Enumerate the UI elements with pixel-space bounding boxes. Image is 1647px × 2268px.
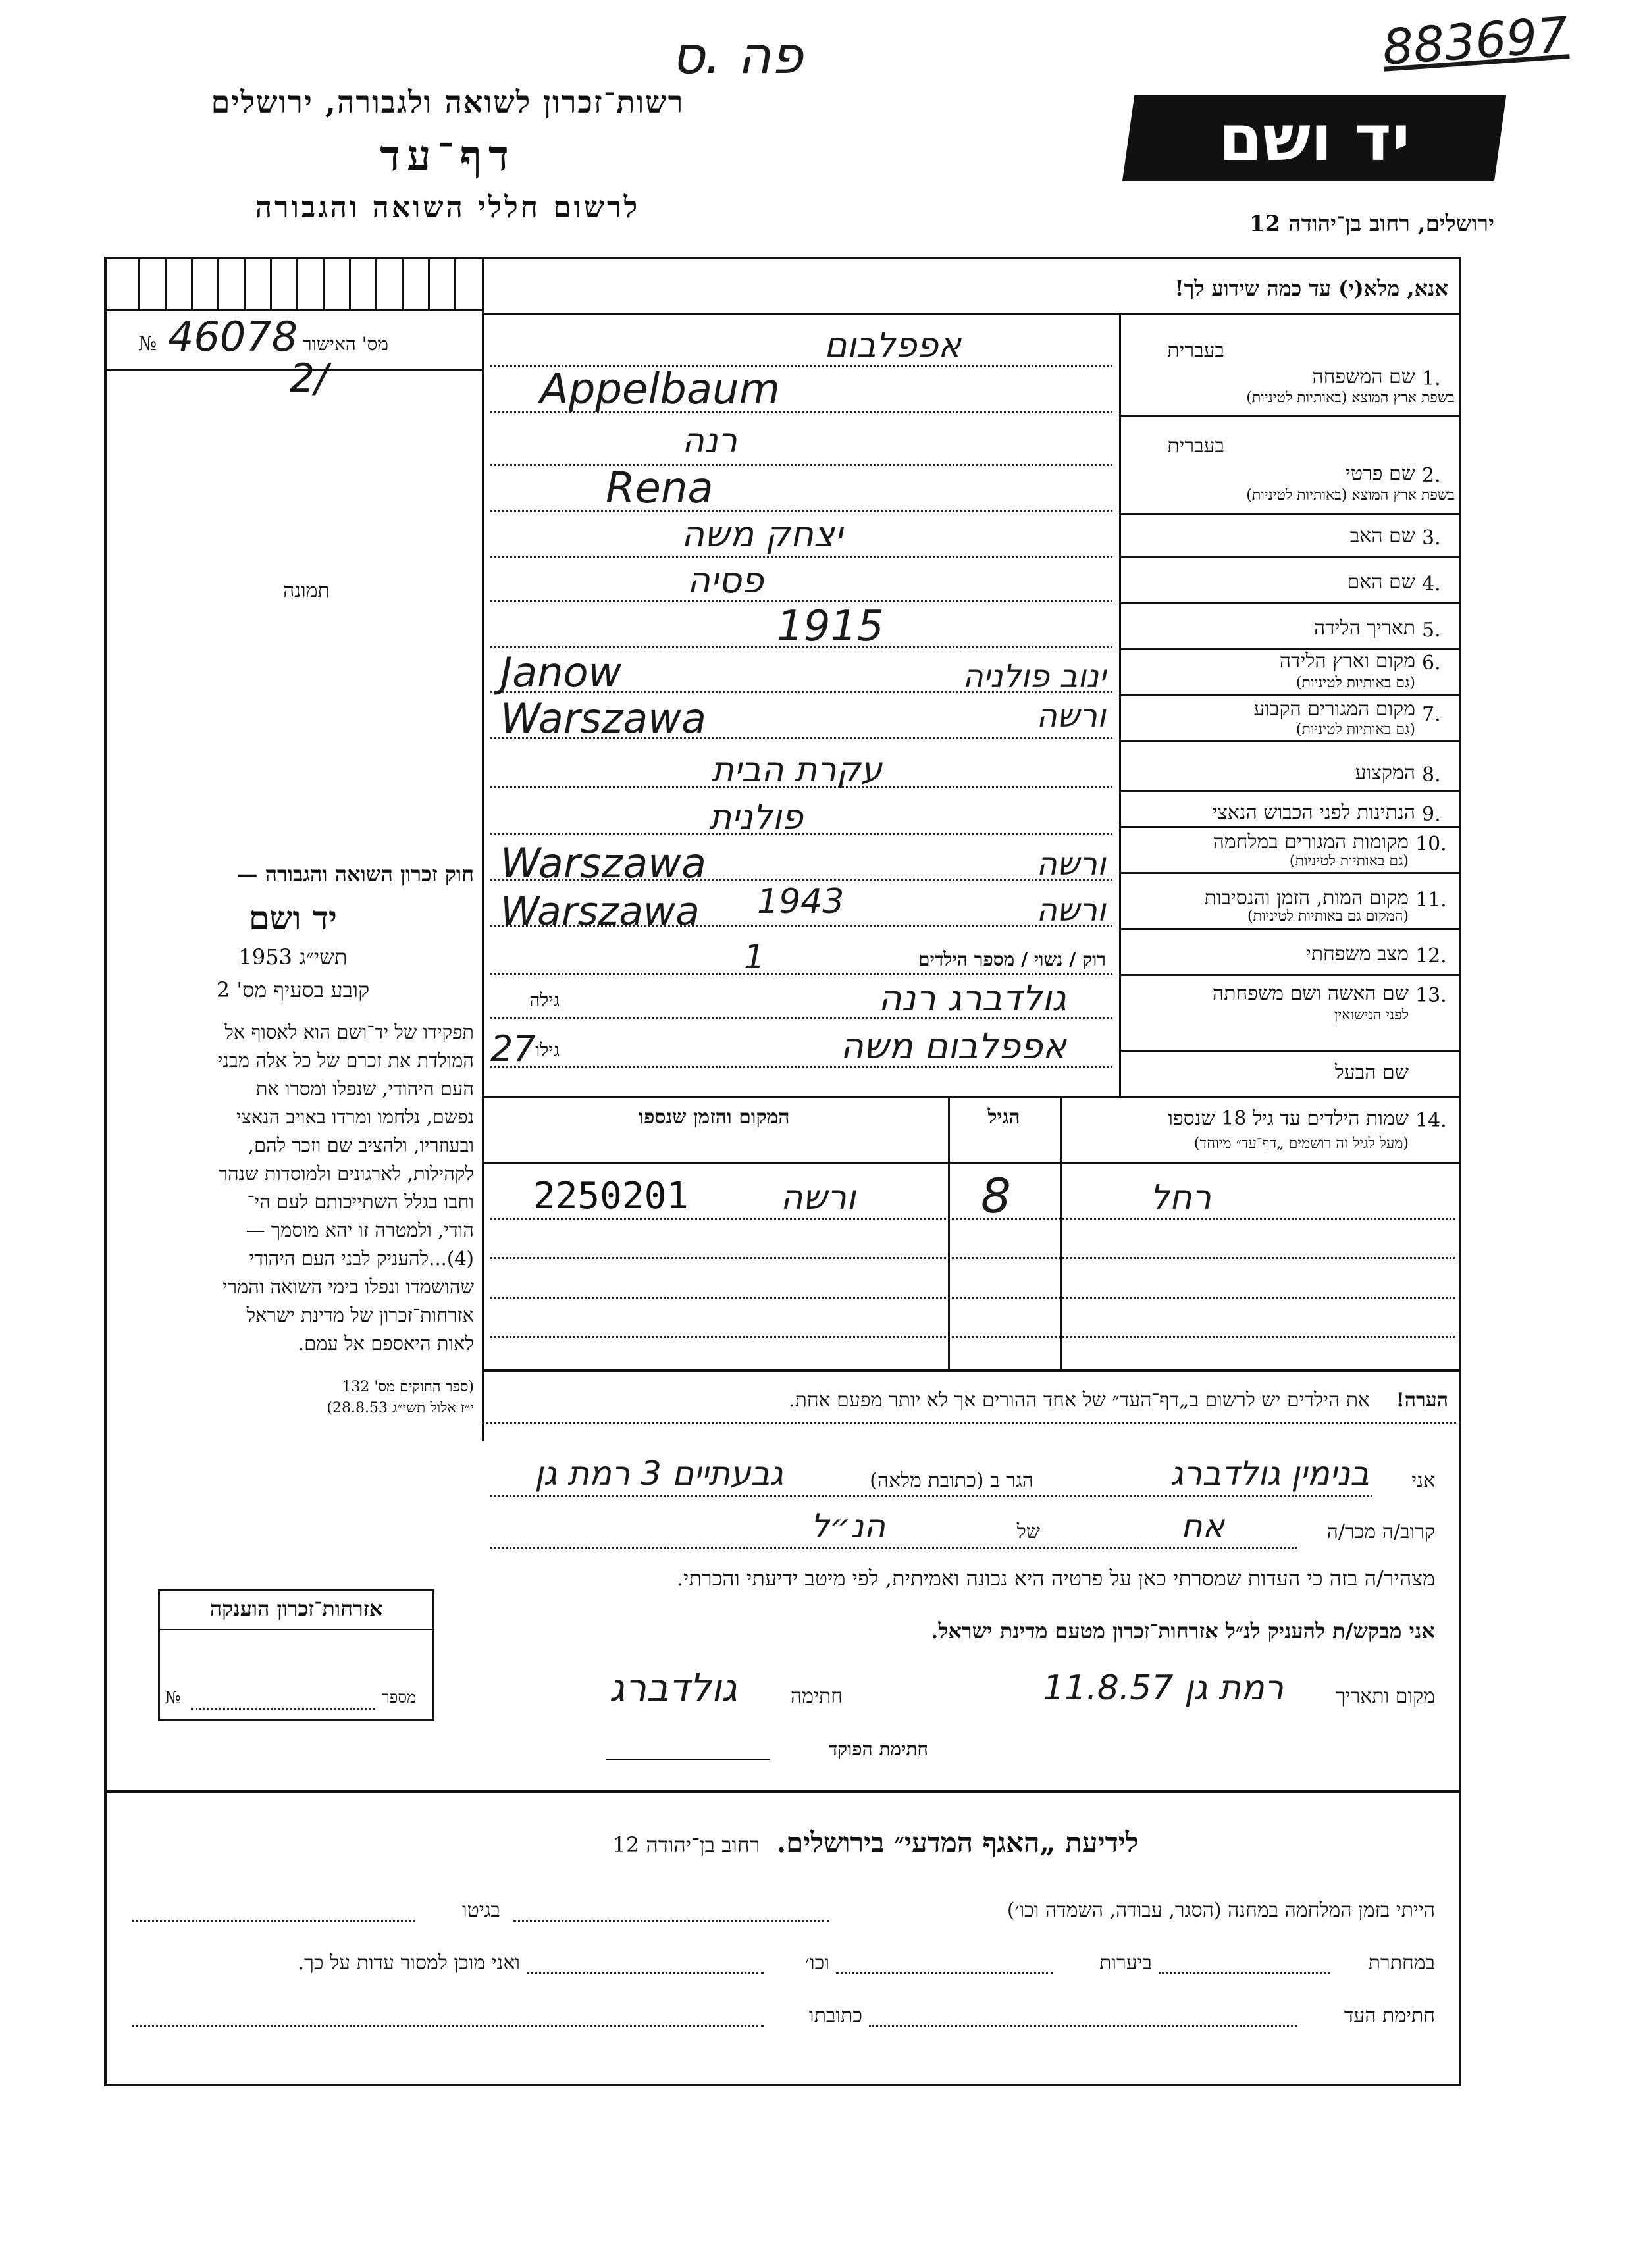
law-name: יד ושם — [249, 898, 337, 937]
etc-label: וכו׳ — [805, 1951, 829, 1974]
death-place-latin-value: Warszawa — [500, 889, 700, 935]
field-6-latin-note: (גם באותיות לטיניות) — [1295, 675, 1415, 691]
relative-value: אח — [1180, 1507, 1224, 1545]
declarant-name-value: בנימין גולדברג — [1170, 1455, 1369, 1493]
law-reference-date: י״ז אלול תשי״ג 28.8.53) — [327, 1400, 474, 1416]
maiden-name-value: גולדברג רנה — [878, 977, 1066, 1019]
row-rule — [1119, 790, 1461, 792]
wartime-residence-value: ורשה — [1036, 846, 1106, 883]
field-5-number: 5. — [1422, 619, 1441, 642]
handwritten-file-mark: פה .ס — [671, 26, 803, 86]
law-reference: (ספר החוקים מס' 132 — [342, 1379, 474, 1395]
child-name-value: רחל — [1150, 1178, 1211, 1218]
header-address: ירושלים, רחוב בן־יהודה 12 — [1249, 211, 1494, 237]
field-12-label: מצב משפחתי — [1305, 942, 1409, 966]
forests-label: ביערות — [1099, 1951, 1152, 1974]
field-7-latin-note: (גם באותיות לטיניות) — [1295, 721, 1415, 738]
row-rule — [1119, 928, 1461, 930]
sidebar-tick-base — [105, 309, 482, 311]
witness-address-label: כתובתו — [808, 2004, 862, 2027]
child-age-value: 8 — [981, 1168, 1011, 1224]
field-3-number: 3. — [1422, 527, 1441, 550]
place-date-label: מקום ותאריך — [1335, 1685, 1435, 1708]
children-header-rule — [482, 1162, 1461, 1164]
law-text-line: אזרחות־זכרון של מדינת ישראל — [246, 1304, 474, 1326]
husband-age-label: גילו — [535, 1039, 560, 1061]
death-year-value: 1943 — [757, 882, 845, 921]
citizenship-title: אזרחות־זכרון הוענקה — [209, 1596, 383, 1621]
child-place-value: ורשה — [780, 1178, 856, 1218]
declarant-address-value: גבעתיים 3 רמת גן — [535, 1455, 783, 1493]
birthplace-value: ינוב פולניה — [962, 658, 1106, 695]
mother-name-value: פסיה — [687, 559, 764, 601]
field-8-label: המקצוע — [1355, 761, 1415, 785]
bottom-section-rule — [105, 1790, 1461, 1793]
husband-name-value: אפפלבום משה — [840, 1025, 1066, 1067]
approval-suffix: 2/ — [290, 355, 328, 401]
note — [487, 1389, 1448, 1412]
citizenship-number-label: מספר — [382, 1688, 417, 1707]
row-rule — [1119, 694, 1461, 696]
field-11-number: 11. — [1415, 889, 1447, 912]
officer-signature-label: חתימת הפוקד — [828, 1738, 928, 1760]
row-rule — [1119, 872, 1461, 874]
profession-value: עקרת הבית — [711, 750, 882, 790]
field-7-label: מקום המגורים הקבוע — [1253, 698, 1415, 721]
row-rule — [1119, 740, 1461, 742]
place-date-value: רמת גן 11.8.57 — [1043, 1668, 1284, 1708]
law-text-line: המולדת את זכרם של כל אלה מבני — [217, 1049, 474, 1071]
bottom-title-text: לידיעת „האגף המדעי״ בירושלים. — [776, 1826, 1139, 1859]
authority-line: רשות־זכרון לשואה ולגבורה, ירושלים — [211, 84, 685, 120]
ghetto-label: בגיטו — [461, 1899, 500, 1922]
law-text-line: הודי, ולמטרה זו יהא מוסמך — — [246, 1219, 474, 1241]
relative-line — [490, 1547, 1297, 1549]
of-value: הנ״ל — [810, 1507, 885, 1545]
value-line — [490, 464, 1112, 466]
row-rule — [1119, 826, 1461, 828]
nationality-value: פולנית — [709, 798, 803, 837]
camp-line-label: הייתי בזמן המלחמה במחנה (הסגר, עבודה, השמדה וכו׳) — [1006, 1899, 1435, 1922]
law-clause: קובע בסעיף מס' 2 — [216, 977, 370, 1002]
field-13-label: שם האשה ושם משפחתה — [1212, 982, 1409, 1005]
underground-line-fill — [1159, 1972, 1330, 1974]
note-text: את הילדים יש לרשום ב„דף־העד״ של אחד ההורים אך לא יותר מפעם אחת. — [789, 1389, 1371, 1412]
children-row-line — [490, 1336, 1455, 1338]
value-line — [490, 556, 1112, 558]
note-label: הערה! — [1396, 1389, 1448, 1412]
child-code-value: 2250201 — [533, 1175, 689, 1218]
death-place-value: ורשה — [1036, 892, 1106, 929]
birthdate-value: 1915 — [777, 602, 884, 651]
handwritten-record-id: 883697 — [1380, 7, 1571, 76]
children-col-place: המקום והזמן שנספו — [639, 1106, 790, 1129]
firstname-latin-value: Rena — [606, 464, 714, 513]
declarant-prefix: אני — [1411, 1469, 1435, 1492]
law-text-line: העם היהודי, שנפלו ומסרו את — [255, 1077, 474, 1100]
ghetto-line-fill — [132, 1920, 415, 1922]
law-text-line: תפקידו של יד־ושם הוא לאסוף אל — [224, 1021, 474, 1043]
testimony-offer-label: ואני מוכן למסור עדות על כך. — [298, 1951, 520, 1974]
row-rule — [1119, 1050, 1461, 1052]
law-text-line: לאות היאספם אל עמם. — [298, 1332, 474, 1354]
children-row-line — [490, 1218, 1455, 1220]
field-11-label: מקום המות, הזמן והנסיבות — [1204, 887, 1409, 910]
value-line — [490, 973, 1112, 975]
field-6-number: 6. — [1422, 652, 1441, 675]
row-rule — [1119, 602, 1461, 604]
officer-signature-line — [606, 1759, 770, 1760]
witness-signature-label: חתימת העד — [1344, 2004, 1435, 2027]
form-title: דף־עד — [380, 132, 515, 181]
field-2-latin-note: בשפת ארץ המוצא (באותיות לטיניות) — [1246, 487, 1455, 503]
field-4-label: שם האם — [1347, 571, 1415, 594]
witness-address-line — [132, 2025, 764, 2027]
field-2-in-hebrew: בעברית — [1167, 434, 1224, 457]
residence-value: ורשה — [1036, 698, 1106, 735]
field-2-label: שם פרטי — [1346, 462, 1415, 485]
approval-label: מס' האישור — [302, 333, 388, 355]
field-8-number: 8. — [1422, 763, 1441, 786]
children-col-age: הגיל — [987, 1106, 1020, 1129]
row-rule — [1119, 974, 1461, 976]
form-subtitle: לרשום חללי השואה והגבורה — [255, 191, 640, 224]
label-column-divider — [1119, 313, 1121, 1096]
law-text-line: וחבו בגלל השתייכותם לעם הי־ — [247, 1191, 474, 1213]
row-rule — [1119, 415, 1461, 417]
witness-signature-line — [869, 2025, 1297, 2027]
citizenship-title-rule — [158, 1629, 434, 1630]
field-13-number: 13. — [1415, 984, 1447, 1007]
field-5-label: תאריך הלידה — [1313, 617, 1415, 640]
children-table-top — [482, 1096, 1461, 1098]
instruction-text: אנא, מלא(י) עד כמה שידוע לך! — [1174, 276, 1448, 301]
husband-label: שם הבעל — [1334, 1061, 1409, 1084]
law-title: חוק זכרון השואה והגבורה — — [236, 862, 474, 887]
children-count-value: 1 — [744, 938, 765, 976]
field-6-label: מקום וארץ הלידה — [1279, 650, 1415, 673]
declaration-text: מצהיר/ה בזה כי העדות שמסרתי כאן על פרטיה היא נכונה ואמיתית, לפי מיטב ידיעתי והכרתי. — [676, 1566, 1435, 1591]
law-text-line: נפשם, נלחמו ומרדו באויב הנאצי — [236, 1106, 474, 1128]
instruction-rule — [482, 313, 1461, 315]
wartime-residence-latin-value: Warszawa — [500, 839, 706, 887]
field-4-number: 4. — [1422, 573, 1441, 596]
field-7-number: 7. — [1422, 703, 1441, 726]
children-col-divider-1 — [1060, 1096, 1062, 1369]
firstname-hebrew-value: רנה — [681, 421, 737, 461]
signature-label: חתימה — [791, 1685, 843, 1708]
field-2-number: 2. — [1422, 464, 1441, 487]
citizenship-number-line — [191, 1708, 375, 1710]
field-14-label: שמות הילדים עד גיל 18 שנספו — [1168, 1107, 1409, 1130]
of-label: של — [1016, 1520, 1040, 1543]
field-10-label: מקומות המגורים במלחמה — [1213, 831, 1409, 854]
law-year: תשי״ג 1953 — [238, 944, 348, 969]
declarant-line — [490, 1495, 1372, 1497]
surname-latin-value: Appelbaum — [540, 365, 780, 414]
field-1-label: שם המשפחה — [1312, 365, 1415, 388]
approval-number: 46078 — [168, 313, 298, 361]
law-text-line: (4)...להעניק לבני העם היהודי — [249, 1247, 474, 1270]
husband-age-value: 27 — [490, 1028, 536, 1070]
camp-line-fill — [513, 1920, 829, 1922]
field-14-number: 14. — [1415, 1109, 1447, 1132]
sidebar-ticks — [138, 257, 481, 309]
field-3-label: שם האב — [1349, 525, 1415, 548]
bottom-title — [513, 1826, 1238, 1859]
relative-label: קרוב/ה מכר/ה — [1326, 1520, 1435, 1543]
approval-box-line — [105, 369, 482, 371]
field-10-latin-note: (גם באותיות לטיניות) — [1289, 853, 1409, 869]
row-rule — [1119, 556, 1461, 558]
law-text-line: ובעוזריו, ולהציב שם וזכר להם, — [248, 1134, 474, 1156]
law-text-line: שהושמדו ונפלו בימי השואה והמרי — [222, 1276, 474, 1298]
note-top-rule — [482, 1369, 1461, 1372]
children-row-line — [490, 1257, 1455, 1259]
law-text-line: לקהילות, לארגונים ולמוסדות שנהר — [218, 1162, 474, 1185]
field-14-sub: (מעל לגיל זה רושמים „דף־עד״ מיוחד) — [1193, 1135, 1409, 1152]
children-col-divider-2 — [948, 1096, 950, 1369]
underground-label: במחתרת — [1368, 1951, 1435, 1974]
marital-options: רוק / נשוי / מספר הילדים — [918, 948, 1106, 970]
note-bottom-rule — [482, 1422, 1461, 1424]
field-1-in-hebrew: בעברית — [1167, 339, 1224, 362]
field-13-sub: לפני הנישואין — [1334, 1007, 1409, 1023]
logo-text: יד ושם — [1218, 101, 1410, 175]
field-9-label: הנתינות לפני הכבוש הנאצי — [1212, 801, 1415, 824]
photo-label: תמונה — [283, 579, 330, 602]
etc-line-fill — [527, 1972, 764, 1974]
signature-value: גולדברג — [609, 1665, 737, 1710]
citizenship-request-text: אני מבקש/ת להעניק לנ״ל אזרחות־זכרון מטעם מדינת ישראל. — [931, 1618, 1435, 1643]
forests-line-fill — [836, 1972, 1053, 1974]
yad-vashem-logo — [1122, 95, 1506, 181]
wife-age-label: גילה — [529, 989, 560, 1011]
field-10-number: 10. — [1415, 833, 1447, 856]
declarant-address-label: הגר ב (כתובת מלאה) — [870, 1469, 1033, 1492]
row-rule — [1119, 513, 1461, 515]
sidebar-divider — [482, 257, 484, 1441]
bottom-title-address: רחוב בן־יהודה 12 — [612, 1832, 760, 1857]
field-1-latin-note: בשפת ארץ המוצא (באותיות לטיניות) — [1246, 390, 1455, 406]
field-11-latin-note: (המקום גם באותיות לטיניות) — [1247, 908, 1409, 925]
children-row-line — [490, 1297, 1455, 1299]
field-12-number: 12. — [1415, 944, 1447, 967]
citizenship-no-symbol: № — [165, 1688, 181, 1708]
surname-hebrew-value: אפפלבום — [824, 326, 961, 365]
field-9-number: 9. — [1422, 803, 1441, 826]
residence-latin-value: Warszawa — [500, 694, 706, 742]
field-1-number: 1. — [1422, 367, 1441, 390]
value-line — [490, 510, 1112, 512]
approval-no-symbol: № — [138, 332, 157, 355]
father-name-value: יצחק משה — [681, 513, 843, 555]
birthplace-latin-value: Janow — [500, 648, 622, 696]
